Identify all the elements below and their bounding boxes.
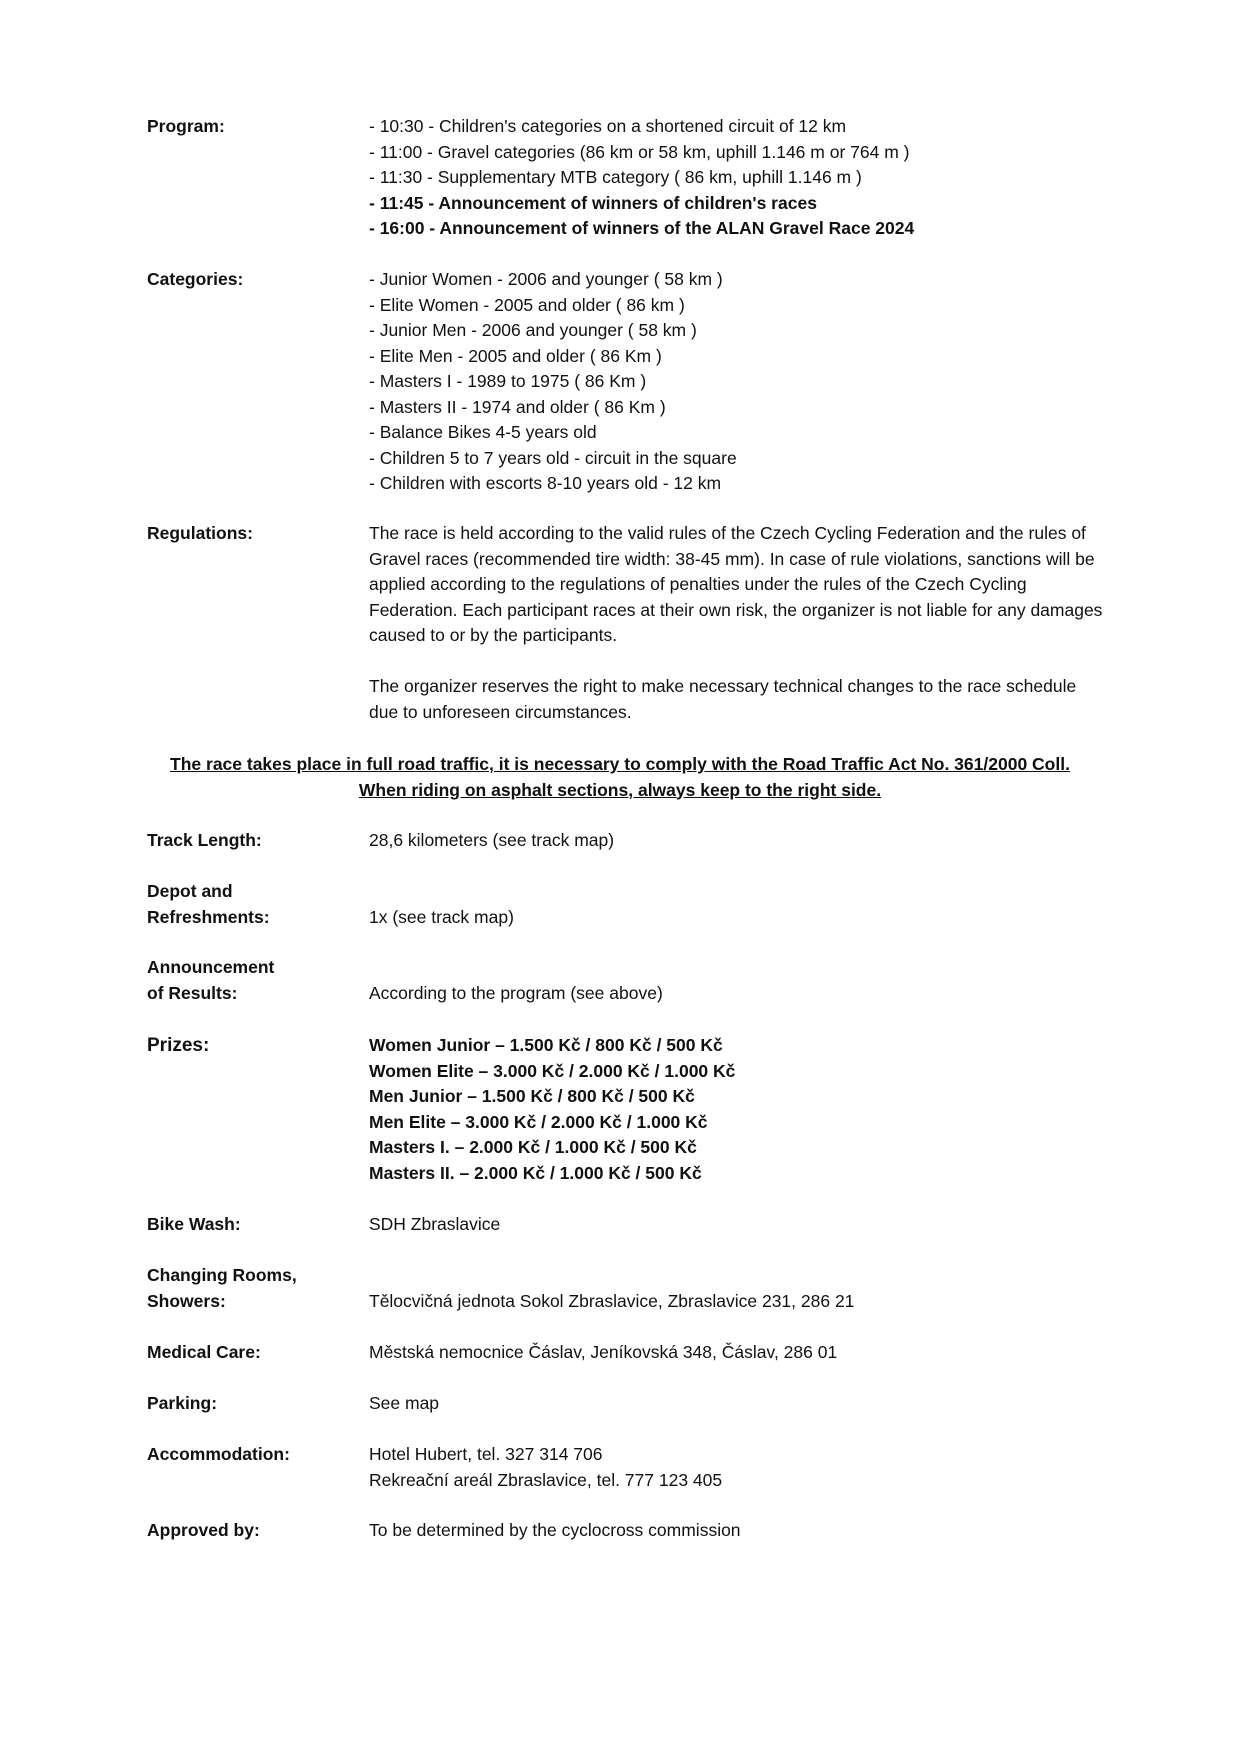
track-length-label: Track Length: — [147, 830, 262, 850]
program-item: - 11:45 - Announcement of winners of children's races — [369, 192, 817, 213]
regulations-text — [369, 521, 1107, 725]
accommodation-line: Hotel Hubert, tel. 327 314 706 — [369, 1444, 603, 1464]
medical-care-value: Městská nemocnice Čáslav, Jeníkovská 348, Čáslav, 286 01 — [369, 1342, 838, 1362]
program-list — [369, 114, 1107, 242]
program-item: - 16:00 - Announcement of winners of the ALAN Gravel Race 2024 — [369, 218, 915, 238]
bike-wash-label: Bike Wash: — [147, 1214, 241, 1234]
regulations-label: Regulations: — [147, 523, 253, 543]
traffic-notice-line: The race takes place in full road traffic, it is necessary to comply with the Road Traffic Act No. 361/2000 Coll. — [170, 754, 1070, 774]
parking-value: See map — [369, 1393, 440, 1413]
program-label: Program: — [147, 116, 225, 136]
accommodation-line: Rekreační areál Zbraslavice, tel. 777 123 405 — [369, 1469, 723, 1490]
announcement-value: According to the program (see above) — [369, 982, 663, 1003]
depot-label — [147, 879, 357, 930]
prize-item: Masters II. – 2.000 Kč / 1.000 Kč / 500 Kč — [369, 1162, 702, 1183]
traffic-notice — [147, 752, 1093, 803]
parking-label: Parking: — [147, 1393, 218, 1413]
prizes-list — [369, 1033, 1107, 1186]
prize-item: Women Junior – 1.500 Kč / 800 Kč / 500 Kč — [369, 1035, 723, 1055]
prize-item: Men Elite – 3.000 Kč / 2.000 Kč / 1.000 Kč — [369, 1111, 708, 1132]
changing-rooms-label-line: Showers: — [147, 1290, 226, 1311]
category-item: - Children with escorts 8-10 years old - 12 km — [369, 473, 722, 493]
depot-value: 1x (see track map) — [369, 906, 514, 927]
announcement-label — [147, 955, 357, 1006]
regulations-paragraph: The race is held according to the valid rules of the Czech Cycling Federation and the rules of Gravel races (recommended tire width: 38-45 mm). In case of rule violations, sanctions will be applied according to the regulations of penalties under the rules of the Czech Cycling Federation. Each participant races at their own risk, the organizer is not liable for any damages caused to or by the participants. — [369, 523, 1103, 645]
category-item: - Junior Men - 2006 and younger ( 58 km ) — [369, 320, 697, 340]
bike-wash-value: SDH Zbraslavice — [369, 1214, 501, 1234]
program-item: - 11:30 - Supplementary MTB category ( 86 km, uphill 1.146 m ) — [369, 167, 862, 187]
regulations-paragraph: The organizer reserves the right to make necessary technical changes to the race schedule due to unforeseen circumstances. — [369, 676, 1077, 722]
announcement-label-line: of Results: — [147, 982, 238, 1003]
program-item: - 10:30 - Children's categories on a shortened circuit of 12 km — [369, 116, 847, 136]
accommodation-label: Accommodation: — [147, 1444, 290, 1464]
medical-care-label: Medical Care: — [147, 1342, 261, 1362]
category-item: - Masters I - 1989 to 1975 ( 86 Km ) — [369, 371, 647, 391]
category-item: - Elite Women - 2005 and older ( 86 km ) — [369, 294, 685, 315]
approved-by-label: Approved by: — [147, 1520, 260, 1540]
category-item: - Masters II - 1974 and older ( 86 Km ) — [369, 396, 666, 417]
announcement-label-line: Announcement — [147, 957, 275, 977]
category-item: - Elite Men - 2005 and older ( 86 Km ) — [369, 345, 662, 366]
depot-label-line: Refreshments: — [147, 906, 270, 927]
prize-item: Masters I. – 2.000 Kč / 1.000 Kč / 500 Kč — [369, 1137, 697, 1157]
changing-rooms-value: Tělocvičná jednota Sokol Zbraslavice, Zbraslavice 231, 286 21 — [369, 1290, 855, 1311]
approved-by-value: To be determined by the cyclocross commission — [369, 1520, 741, 1540]
program-item: - 11:00 - Gravel categories (86 km or 58 km, uphill 1.146 m or 764 m ) — [369, 141, 910, 162]
category-item: - Balance Bikes 4-5 years old — [369, 422, 597, 442]
category-item: - Junior Women - 2006 and younger ( 58 km ) — [369, 269, 723, 289]
changing-rooms-label — [147, 1263, 357, 1314]
prizes-label: Prizes: — [147, 1035, 210, 1056]
category-item: - Children 5 to 7 years old - circuit in the square — [369, 447, 737, 468]
categories-list — [369, 267, 1107, 497]
prize-item: Women Elite – 3.000 Kč / 2.000 Kč / 1.000 Kč — [369, 1060, 736, 1081]
prize-item: Men Junior – 1.500 Kč / 800 Kč / 500 Kč — [369, 1086, 695, 1106]
depot-label-line: Depot and — [147, 881, 233, 901]
track-length-value: 28,6 kilometers (see track map) — [369, 830, 615, 850]
traffic-notice-line: When riding on asphalt sections, always keep to the right side. — [358, 779, 882, 800]
accommodation-value — [369, 1442, 1107, 1493]
categories-label: Categories: — [147, 269, 244, 289]
changing-rooms-label-line: Changing Rooms, — [147, 1265, 297, 1285]
